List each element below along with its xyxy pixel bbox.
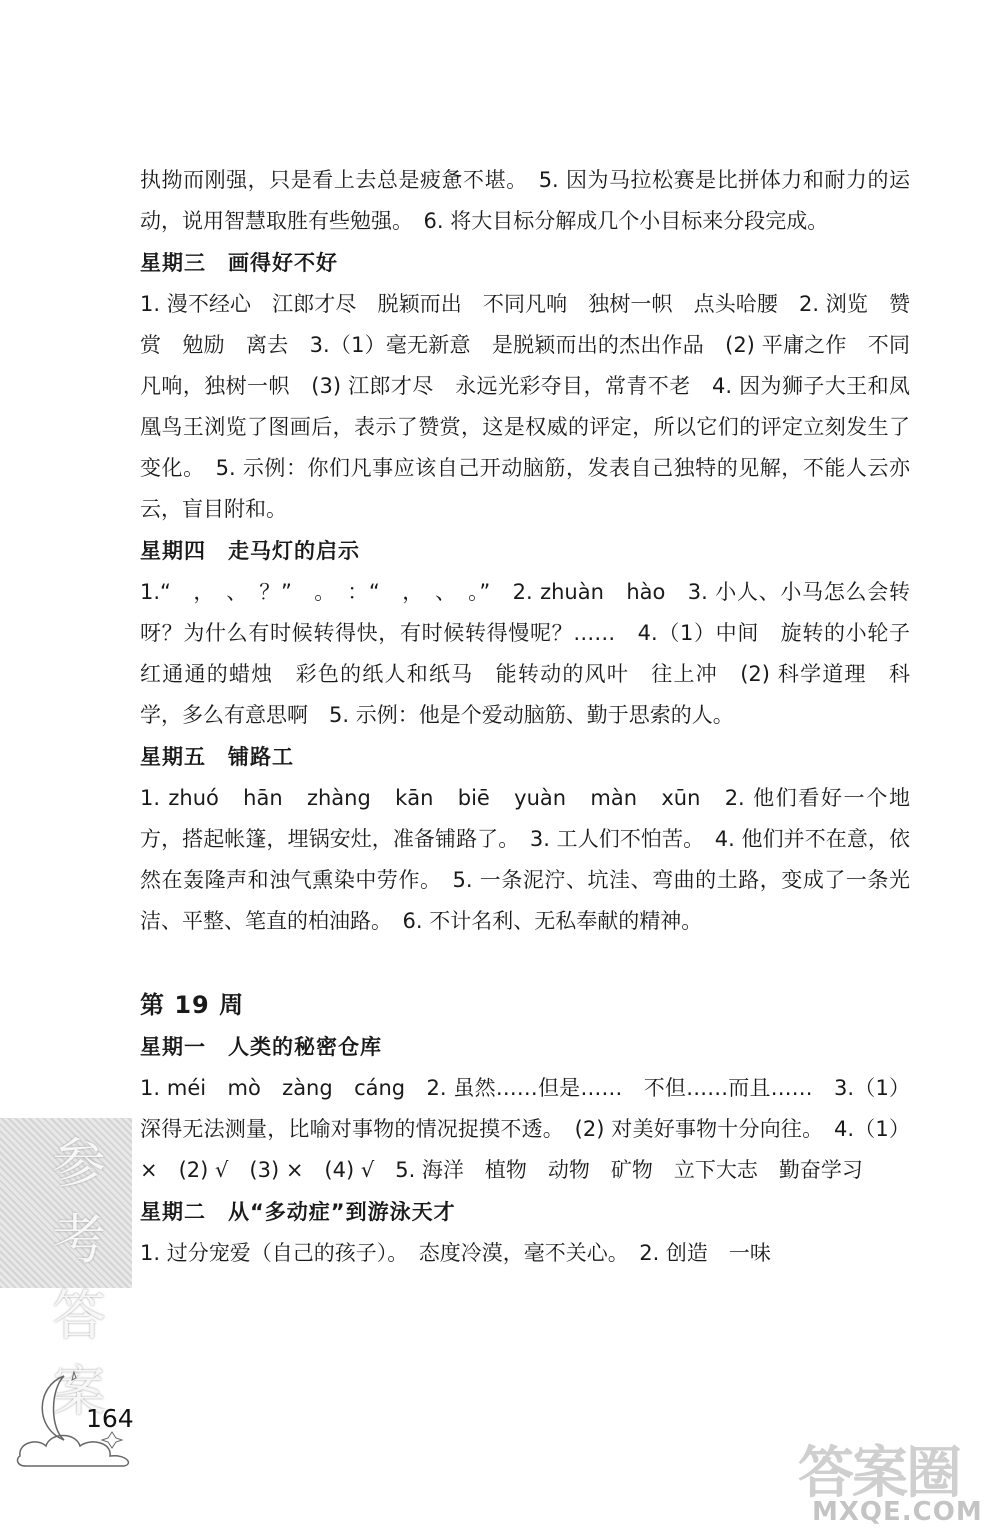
side-tab-label: 参考答案 (52, 1132, 106, 1423)
section-heading-wednesday: 星期三 画得好不好 (140, 251, 338, 275)
paragraph-monday: 1. méi mò zàng cáng 2. 虽然……但是…… 不但……而且…… 3.（1）深得无法测量，比喻对事物的情况捉摸不透。 (2) 对美好事物十分向往。 4.（1）× (2) √ (3) × (4) √ 5. 海洋 植物 动物 矿物 立下大志 勤奋学习 (140, 1076, 910, 1182)
section-heading-thursday: 星期四 走马灯的启示 (140, 539, 360, 563)
watermark (798, 1429, 988, 1529)
paragraph-thursday: 1.“ ， 、 ？” 。 ：“ ， 、 。” 2. zhuàn hào 3. 小人、小马怎么会转呀？为什么有时候转得快，有时候转得慢呢？…… 4.（1）中间 旋转的小轮子 红通通的蜡烛 彩色的纸人和纸马 能转动的风叶 往上冲 (2) 科学道理 科学，多么有意思啊 5. 示例：他是个爱动脑筋、勤于思索的人。 (140, 580, 931, 727)
watermark-url: MXQE.COM (812, 1497, 983, 1527)
paragraph-friday: 1. zhuó hān zhàng kān biē yuàn màn xūn 2. 他们看好一个地方，搭起帐篷，埋锅安灶，准备铺路了。 3. 工人们不怕苦。 4. 他们并不在意，依然在轰隆声和浊气熏染中劳作。 5. 一条泥泞、坑洼、弯曲的土路，变成了一条光洁、平整、笔直的柏油路。 6. 不计名利、无私奉献的精神。 (140, 786, 910, 933)
watermark-logo-text: 答案圈 (798, 1441, 960, 1506)
paragraph-continued: 执拗而刚强，只是看上去总是疲惫不堪。 5. 因为马拉松赛是比拼体力和耐力的运动，说用智慧取胜有些勉强。 6. 将大目标分解成几个小目标来分段完成。 (140, 168, 910, 233)
week-title: 第 19 周 (140, 991, 245, 1019)
section-heading-tuesday: 星期二 从“多动症”到游泳天才 (140, 1200, 456, 1224)
answer-content (140, 160, 931, 1274)
paragraph-tuesday: 1. 过分宠爱（自己的孩子）。 态度冷漠，毫不关心。 2. 创造 一味 (140, 1241, 771, 1265)
paragraph-wednesday: 1. 漫不经心 江郎才尽 脱颖而出 不同凡响 独树一帜 点头哈腰 2. 浏览 赞赏 勉励 离去 3.（1）毫无新意 是脱颖而出的杰出作品 (2) 平庸之作 不同凡响，独树一帜 (3) 江郎才尽 永远光彩夺目，常青不老 4. 因为狮子大王和凤凰鸟王浏览了图画后，表示了赞赏，这是权威的评定，所以它们的评定立刻发生了变化。 5. 示例：你们凡事应该自己开动脑筋，发表自己独特的见解，不能人云亦云，盲目附和。 (140, 292, 910, 521)
section-heading-monday: 星期一 人类的秘密仓库 (140, 1035, 382, 1059)
page-number: 164 (86, 1404, 134, 1433)
section-heading-friday: 星期五 铺路工 (140, 745, 294, 769)
